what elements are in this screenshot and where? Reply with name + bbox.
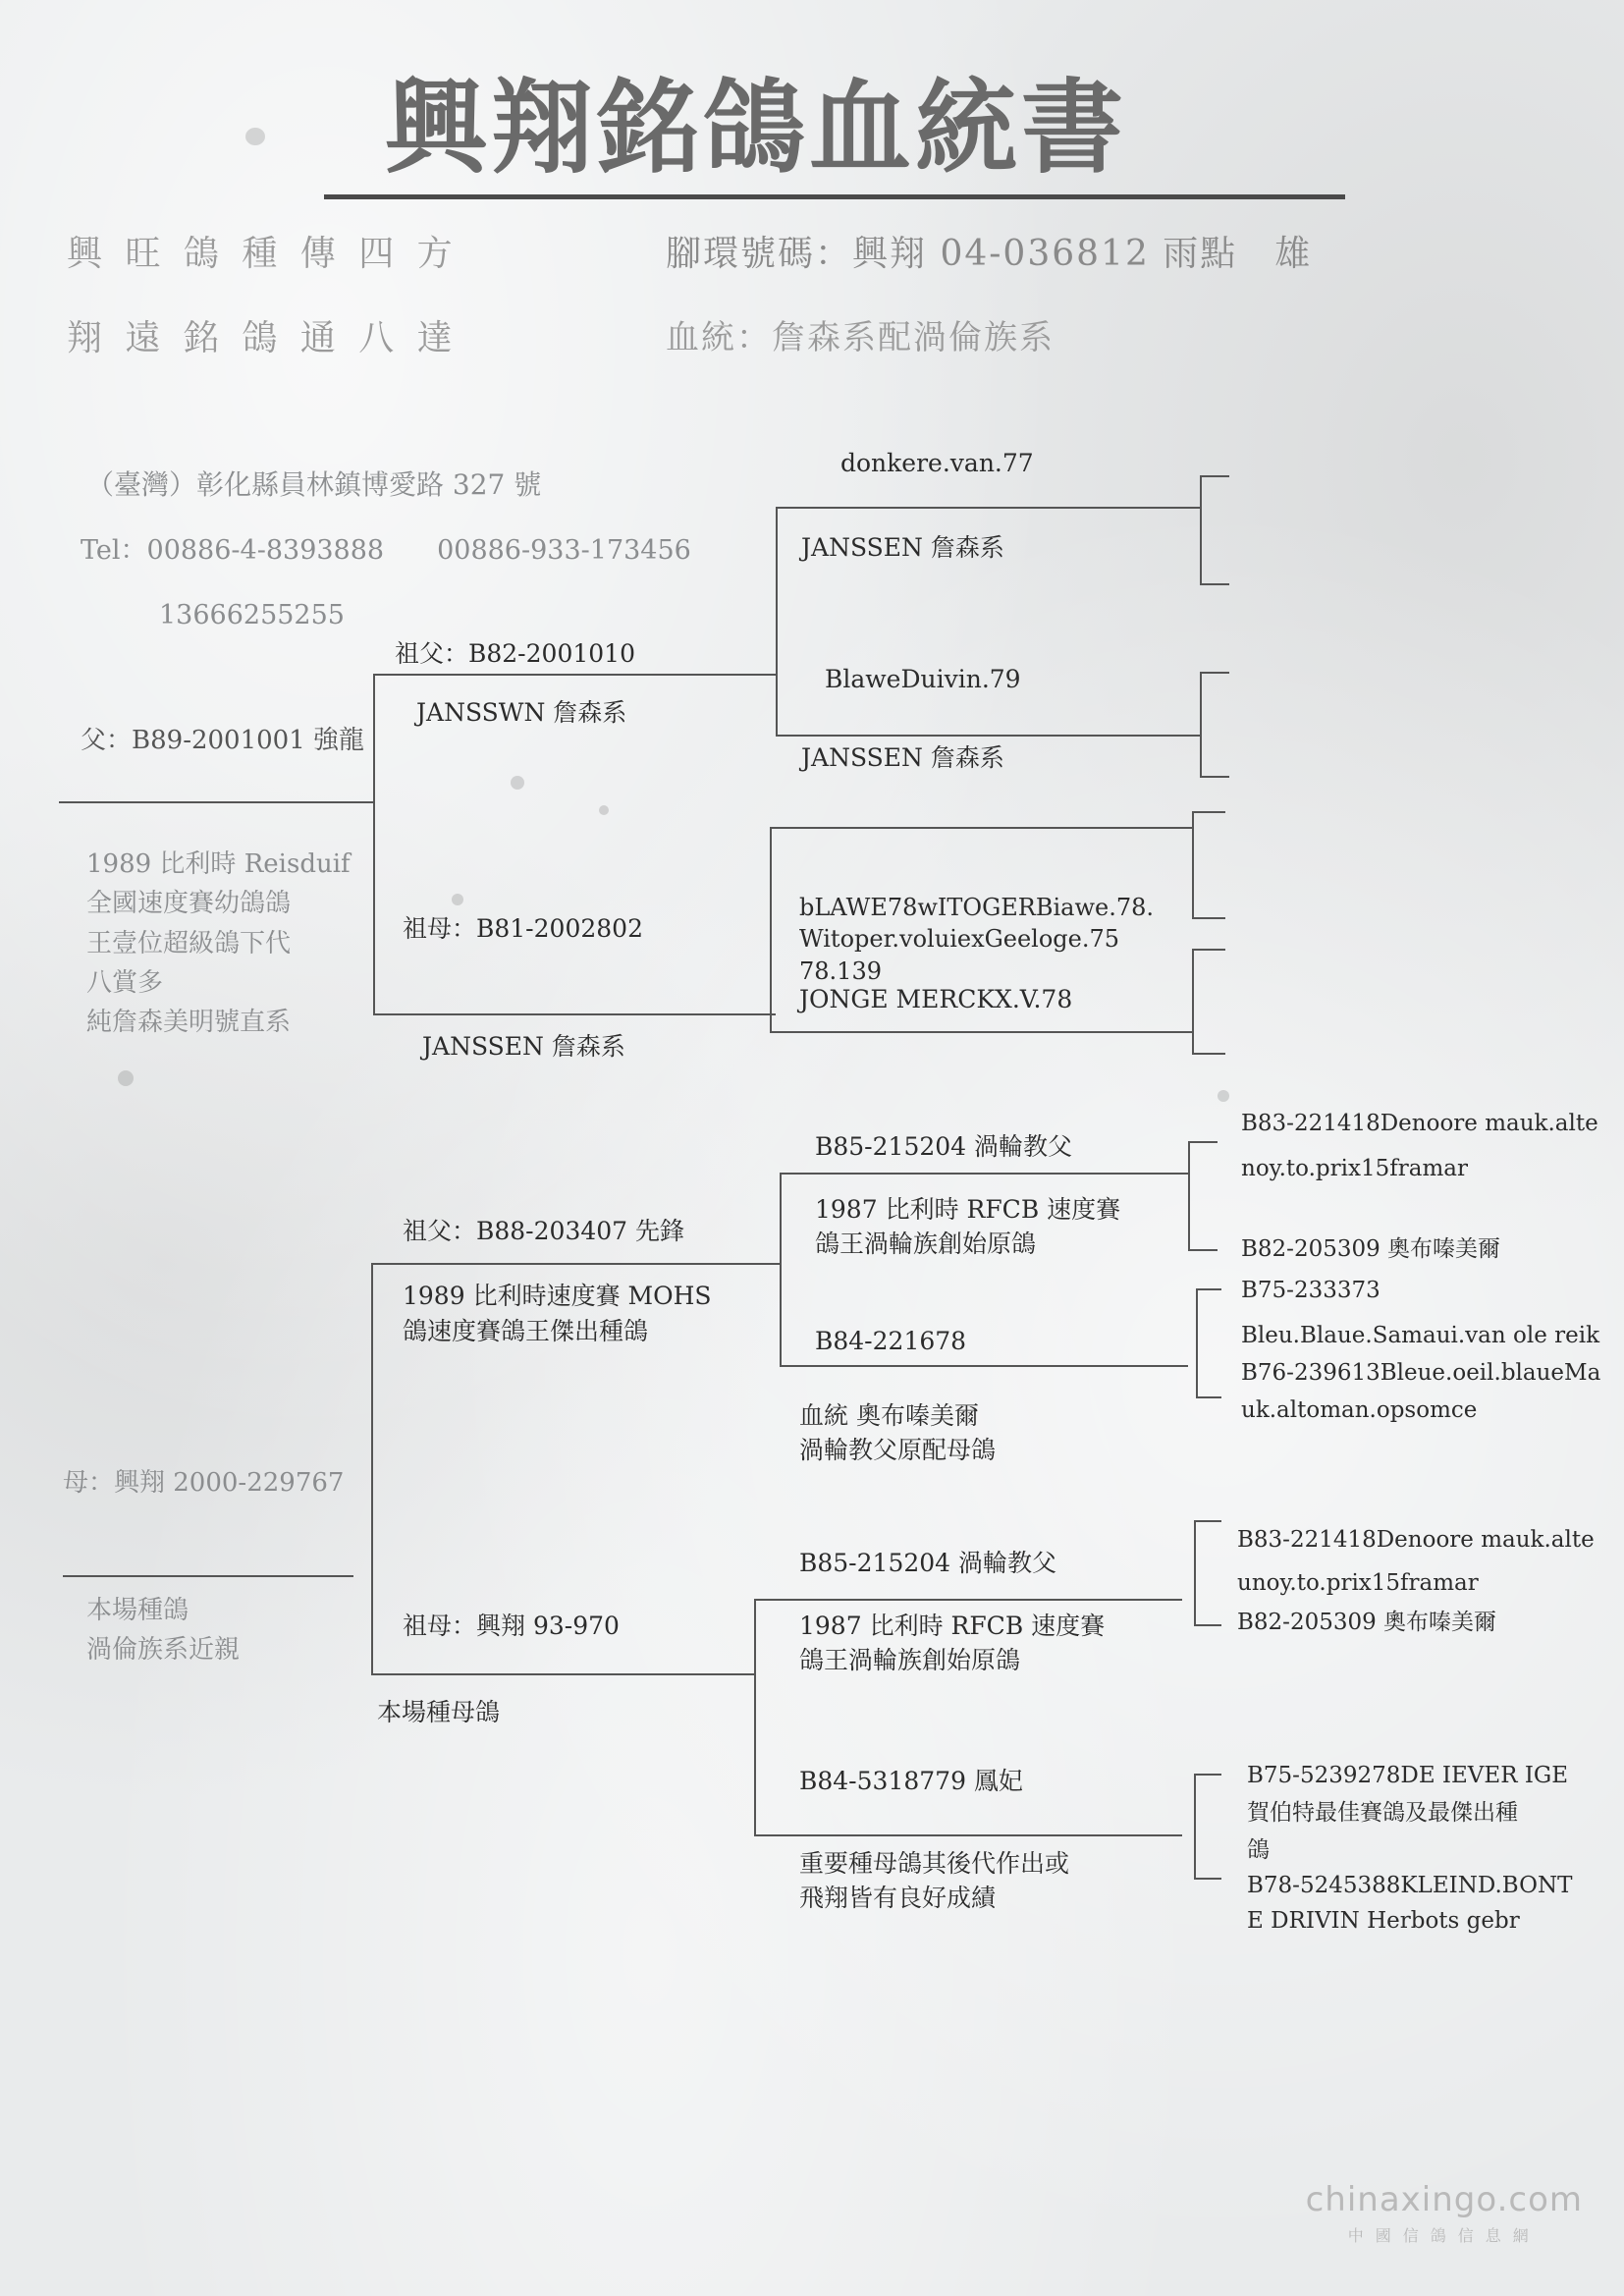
g4-g1b: unoy.to.prix15framar <box>1237 1570 1479 1596</box>
g4-h1b: 賀伯特最佳賽鴿及最傑出種 <box>1247 1800 1518 1826</box>
g3-b-strain: JANSSEN 詹森系 <box>801 743 1004 772</box>
bracket-sire <box>373 674 375 1015</box>
motto-line-2: 翔 遠 銘 鴿 通 八 達 <box>67 318 459 358</box>
g3-b-name: BlaweDuivin.79 <box>825 665 1021 693</box>
title-underline <box>324 194 1345 199</box>
ring-number: 腳環號碼：興翔 04-036812 雨點 雄 <box>666 234 1313 274</box>
g3-e-notes: 1987 比利時 RFCB 速度賽 鴿王渦輪族創始原鴿 <box>815 1195 1121 1258</box>
telephone: Tel：00886-4-8393888 00886-933-173456 <box>81 535 691 566</box>
granddam-1-label: 祖母：B81-2002802 <box>403 914 643 943</box>
stain <box>599 805 609 815</box>
granddam-1-strain: JANSSEN 詹森系 <box>422 1032 625 1061</box>
grandsire-2-label: 祖父：B88-203407 先鋒 <box>403 1217 685 1245</box>
g3-f-name: B84-221678 <box>815 1327 967 1355</box>
stain <box>452 894 463 905</box>
bloodline: 血統：詹森系配渦倫族系 <box>666 318 1055 357</box>
grandsire-2-notes: 1989 比利時速度賽 MOHS 鴿速度賽鴿王傑出種鴿 <box>403 1282 712 1346</box>
g4-g1: B83-221418Denoore mauk.alte <box>1237 1527 1595 1553</box>
site-watermark <box>1306 2180 1583 2246</box>
g4-f2b: uk.altoman.opsomce <box>1241 1397 1478 1423</box>
g3-h-notes: 重要種母鴿其後代作出或 飛翔皆有良好成績 <box>799 1849 1070 1912</box>
watermark-cn: 中國信鴿信息網 <box>1347 2226 1541 2245</box>
g3-c-lines: bLAWE78wITOGERBiawe.78. Witoper.voluiexGeeloge.75 78.139 <box>799 894 1155 985</box>
grandsire-1-strain: JANSSWN 詹森系 <box>416 698 627 727</box>
g3-d-name: JONGE MERCKX.V.78 <box>799 985 1073 1013</box>
motto-line-1: 興 旺 鴿 種 傳 四 方 <box>67 234 459 274</box>
granddam-2-strain: 本場種母鴿 <box>377 1698 501 1726</box>
stain <box>118 1070 134 1086</box>
stain <box>1218 1090 1229 1102</box>
bracket-dam <box>371 1263 373 1675</box>
stain <box>245 128 265 145</box>
g3-f-notes: 血統 奧布嗪美爾 渦輪教父原配母鴿 <box>799 1401 997 1464</box>
g4-e1: B83-221418Denoore mauk.alte <box>1241 1111 1598 1136</box>
stain <box>511 776 524 790</box>
g4-g2: B82-205309 奧布嗪美爾 <box>1237 1610 1497 1635</box>
grandsire-1-label: 祖父：B82-2001010 <box>395 639 635 668</box>
g3-a-strain: JANSSEN 詹森系 <box>801 533 1004 562</box>
watermark-domain: chinaxingo.com <box>1305 2180 1583 2219</box>
sire-label: 父：B89-2001001 強龍 <box>81 726 365 755</box>
g4-h1: B75-5239278DE IEVER IGE <box>1247 1763 1569 1788</box>
dam-line <box>63 1575 353 1577</box>
g4-h2: B78-5245388KLEIND.BONT <box>1247 1873 1573 1898</box>
granddam-2-label: 祖母：興翔 93-970 <box>403 1612 620 1640</box>
sire-line <box>59 801 373 803</box>
g3-g-notes: 1987 比利時 RFCB 速度賽 鴿王渦輪族創始原鴿 <box>799 1612 1106 1674</box>
document-title: 興翔銘鴿血統書 <box>384 67 1127 188</box>
g4-h2b: E DRIVIN Herbots gebr <box>1247 1908 1520 1934</box>
g4-e2: B82-205309 奧布嗪美爾 <box>1241 1236 1501 1262</box>
g4-f2: B76-239613Bleue.oeil.blaueMa <box>1241 1360 1601 1386</box>
g4-e1b: noy.to.prix15framar <box>1241 1156 1468 1181</box>
g3-h-name: B84-5318779 鳳妃 <box>799 1767 1023 1795</box>
g4-f1b: Bleu.Blaue.Samaui.van ole reik <box>1241 1323 1600 1348</box>
g3-e-name: B85-215204 渦輪教父 <box>815 1132 1073 1161</box>
g3-a-name: donkere.van.77 <box>840 449 1034 477</box>
dam-notes: 本場種鴿 渦倫族系近親 <box>86 1596 241 1666</box>
sire-notes: 1989 比利時 Reisduif 全國速度賽幼鴿鴿 王壹位超級鴿下代 八賞多 純詹森美明號直系 <box>86 849 351 1038</box>
g4-f1: B75-233373 <box>1241 1278 1380 1303</box>
mobile: 13666255255 <box>159 600 345 630</box>
g3-g-name: B85-215204 渦輪教父 <box>799 1549 1057 1577</box>
address: （臺灣）彰化縣員林鎮博愛路 327 號 <box>86 468 542 501</box>
dam-label: 母：興翔 2000-229767 <box>63 1468 345 1498</box>
g4-h1c: 鴿 <box>1247 1837 1270 1863</box>
